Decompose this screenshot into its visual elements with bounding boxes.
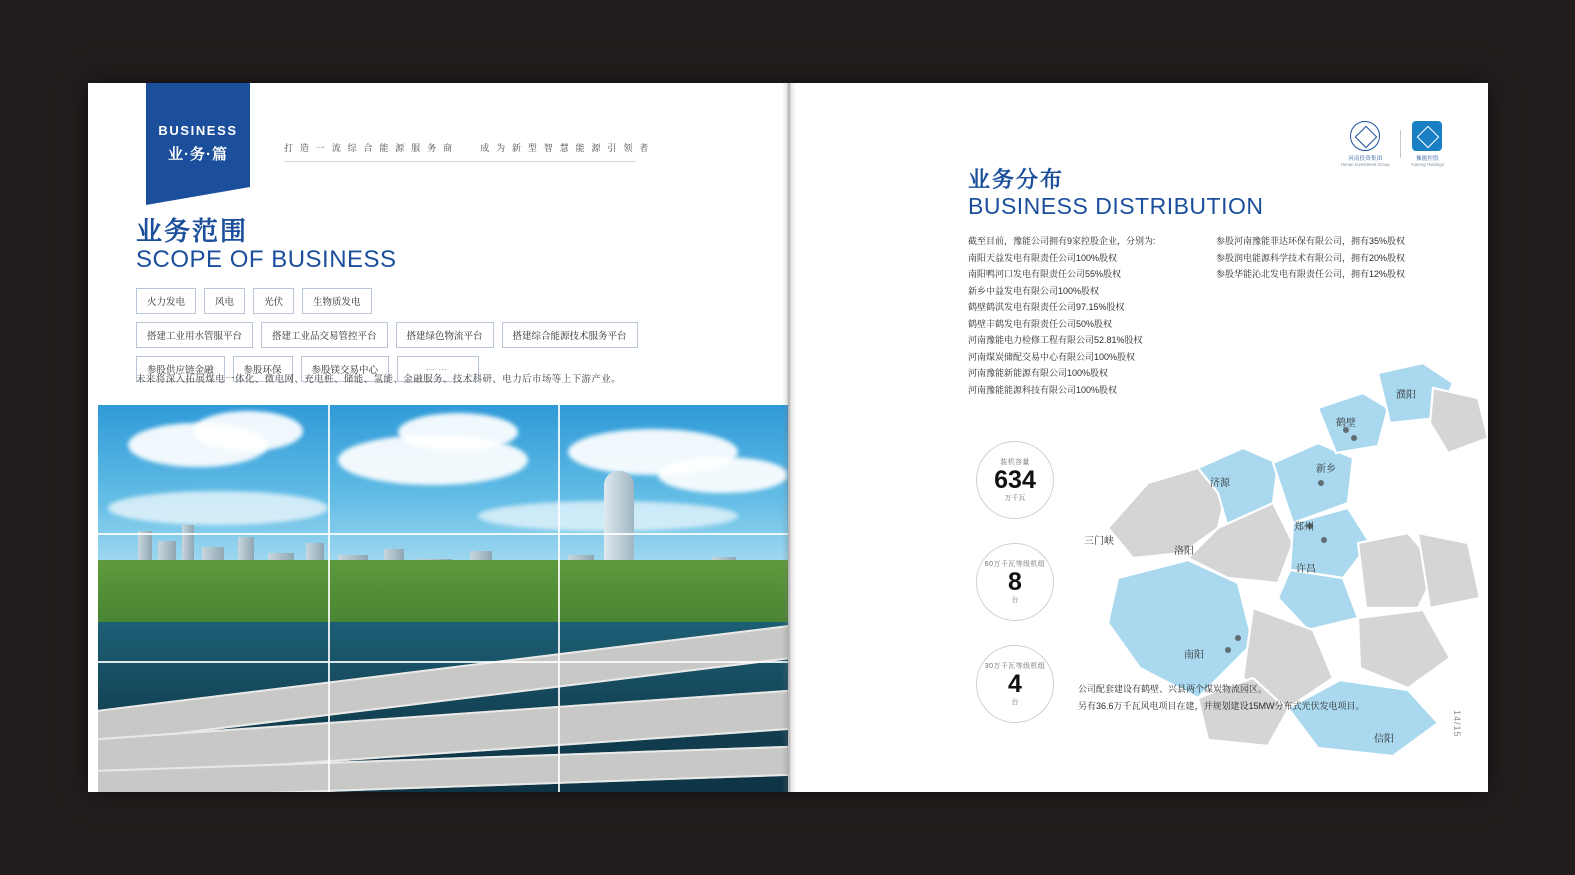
grid-line-vertical xyxy=(558,405,560,792)
tagline-divider xyxy=(284,161,636,162)
badge-caption: 60万千瓦等级机组 xyxy=(984,561,1046,568)
badge-unit: 台 xyxy=(1011,597,1019,604)
chip: 搭建绿色物流平台 xyxy=(396,322,494,348)
chip: 火力发电 xyxy=(136,288,196,314)
tab-label-en: BUSINESS xyxy=(158,123,238,138)
badge-caption: 装机容量 xyxy=(1000,459,1030,466)
subsidiary-list-column-b xyxy=(1216,233,1466,283)
business-section-tab xyxy=(146,83,250,187)
chip: 参股供应链金融 xyxy=(136,356,225,382)
cloud xyxy=(398,413,518,451)
chip: 生物质发电 xyxy=(302,288,372,314)
list-item: 参股润电能源科学技术有限公司，拥有20%股权 xyxy=(1216,252,1406,263)
footnote-line: 公司配套建设有鹤壁、兴县两个煤炭物流园区。 xyxy=(1078,684,1268,694)
map-label-sanmenxia: 三门峡 xyxy=(1084,536,1114,547)
list-item: 河南豫能能源科技有限公司100%股权 xyxy=(968,384,1118,395)
map-region-zhoukou xyxy=(1358,610,1450,688)
map-label-jiyuan: 济源 xyxy=(1210,478,1230,489)
logo-yuneng-holdings xyxy=(1411,121,1444,167)
map-region-nanyang xyxy=(1108,560,1253,698)
yuneng-emblem-icon xyxy=(1412,121,1442,151)
badge-value: 4 xyxy=(1008,670,1022,698)
footnote-line: 另有36.6万千瓦风电项目在建，并规划建设15MW分布式光伏发电项目。 xyxy=(1078,701,1365,711)
logo-henan-investment-group xyxy=(1341,121,1390,167)
map-region-shangqiu xyxy=(1418,533,1480,608)
grid-line-horizontal xyxy=(98,533,788,535)
distribution-footnote xyxy=(1078,681,1365,715)
cloud xyxy=(193,411,303,451)
map-label-puyang: 濮阳 xyxy=(1396,390,1416,401)
brochure-spread xyxy=(88,83,1488,792)
tagline xyxy=(284,141,654,154)
badge-unit: 台 xyxy=(1011,699,1019,706)
scope-footnote: 未来将深入拓展煤电一体化、微电网、充电桩、储能、氢能、金融服务、技术科研、电力后市场等上下游产业。 xyxy=(136,374,622,385)
chip: 参股环保 xyxy=(233,356,293,382)
badge-unit: 万千瓦 xyxy=(1004,495,1026,502)
chip: 风电 xyxy=(204,288,245,314)
page-title-en: SCOPE OF BUSINESS xyxy=(136,246,397,273)
list-item: 南阳天益发电有限责任公司100%股权 xyxy=(968,252,1118,263)
chip: 搭建工业用水管服平台 xyxy=(136,322,253,348)
list-item: 河南煤炭储配交易中心有限公司100%股权 xyxy=(968,351,1136,362)
capacity-badge-group xyxy=(976,441,1054,747)
logo-lockup xyxy=(1341,121,1444,167)
logo-divider xyxy=(1400,130,1401,158)
city-aerial-photo xyxy=(98,405,788,792)
logo-name-cn: 河南投资集团 xyxy=(1348,156,1383,162)
chip: 搭建综合能源技术服务平台 xyxy=(502,322,638,348)
list-item: 河南豫能新能源有限公司100%股权 xyxy=(968,368,1109,378)
map-label-nanyang: 南阳 xyxy=(1184,650,1204,661)
grid-line-vertical xyxy=(328,405,330,792)
badge-installed-capacity xyxy=(976,441,1054,519)
grid-line-horizontal xyxy=(98,661,788,663)
tagline-1: 打 造 一 流 综 合 能 源 服 务 商 xyxy=(284,143,455,153)
list-item: 参股华能沁北发电有限责任公司，拥有12%股权 xyxy=(1216,269,1406,279)
list-item: 南阳鸭河口发电有限责任公司55%股权 xyxy=(968,269,1122,279)
chip: 光伏 xyxy=(253,288,294,314)
page-title-cn: 业务范围 xyxy=(136,216,249,246)
logo-name-en: Yuneng Holdings xyxy=(1410,162,1444,167)
left-page xyxy=(88,83,788,792)
distribution-title-cn: 业务分布 xyxy=(968,167,1065,192)
list-item: 鹤壁鹤淇发电有限责任公司97.15%股权 xyxy=(968,302,1125,312)
map-label-xinxiang: 新乡 xyxy=(1316,464,1336,475)
map-label-xinyang: 信阳 xyxy=(1374,734,1394,745)
map-label-xuchang: 许昌 xyxy=(1296,564,1316,575)
list-item: 参股河南豫能菲达环保有限公司，拥有35%股权 xyxy=(1216,236,1406,246)
chip-row xyxy=(136,288,736,314)
list-item: 鹤壁丰鹤发电有限责任公司50%股权 xyxy=(968,318,1113,329)
badge-caption: 30万千瓦等级机组 xyxy=(984,663,1046,670)
tagline-2: 成 为 新 型 智 慧 能 源 引 领 者 xyxy=(480,143,651,153)
chip-row xyxy=(136,322,736,348)
triangle-emblem-icon xyxy=(1350,121,1380,151)
cloud xyxy=(658,457,788,493)
map-label-zhengzhou: 郑州 xyxy=(1294,522,1314,533)
logo-name-cn: 豫能控股 xyxy=(1416,156,1439,162)
badge-600mw-units xyxy=(976,543,1054,621)
cloud xyxy=(108,491,328,525)
map-region-north-east xyxy=(1430,388,1488,453)
badge-300mw-units xyxy=(976,645,1054,723)
list-item: 截至目前，豫能公司拥有9家控股企业，分别为: xyxy=(968,236,1156,246)
right-page xyxy=(788,83,1488,792)
badge-value: 634 xyxy=(994,466,1036,494)
page-number: 14/15 xyxy=(1452,710,1462,738)
map-label-luoyang: 洛阳 xyxy=(1174,546,1194,557)
logo-name-en: Henan Investment Group xyxy=(1340,162,1390,167)
list-item: 河南豫能电力检修工程有限公司52.81%股权 xyxy=(968,335,1143,345)
chip-more: …… xyxy=(397,356,479,382)
tab-label-cn: 业·务·篇 xyxy=(168,146,228,163)
list-item: 新乡中益发电有限公司100%股权 xyxy=(968,285,1100,296)
chip: 搭建工业品交易管控平台 xyxy=(261,322,388,348)
map-label-hebi: 鹤壁 xyxy=(1336,418,1356,429)
chip: 参股镁交易中心 xyxy=(301,356,390,382)
badge-value: 8 xyxy=(1008,568,1022,596)
distribution-title-en: BUSINESS DISTRIBUTION xyxy=(968,193,1264,219)
